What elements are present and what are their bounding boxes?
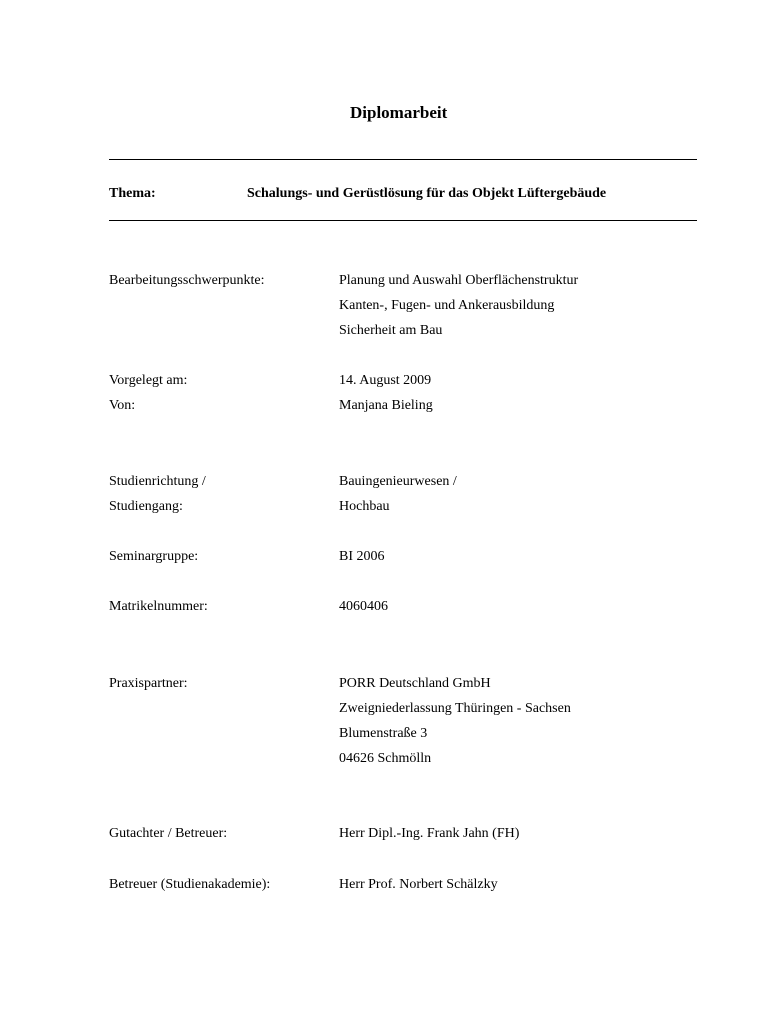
- praxispartner-line-4: 04626 Schmölln: [339, 751, 432, 766]
- bearbeitungsschwerpunkte-label: Bearbeitungsschwerpunkte:: [109, 273, 265, 288]
- gutachter-label: Gutachter / Betreuer:: [109, 826, 228, 841]
- studienrichtung-value: Bauingenieurwesen /: [339, 474, 457, 489]
- seminargruppe-value: BI 2006: [339, 549, 385, 564]
- vorgelegt-am-label: Vorgelegt am:: [109, 373, 188, 388]
- vorgelegt-am-value: 14. August 2009: [339, 373, 432, 388]
- bearbeitungsschwerpunkte-line-1: Planung und Auswahl Oberflächenstruktur: [339, 273, 579, 288]
- gutachter-value: Herr Dipl.-Ing. Frank Jahn (FH): [339, 826, 520, 841]
- matrikelnummer-value: 4060406: [339, 599, 388, 614]
- studienrichtung-label: Studienrichtung /: [109, 474, 206, 489]
- von-label: Von:: [109, 398, 136, 413]
- praxispartner-line-1: PORR Deutschland GmbH: [339, 676, 491, 691]
- thema-value: Schalungs- und Gerüstlösung für das Objekt Lüftergebäude: [247, 186, 607, 201]
- document-title: Diplomarbeit: [350, 103, 448, 122]
- bearbeitungsschwerpunkte-line-2: Kanten-, Fugen- und Ankerausbildung: [339, 298, 555, 313]
- seminargruppe-label: Seminargruppe:: [109, 549, 199, 564]
- top-rule: [109, 159, 697, 160]
- bottom-rule: [109, 220, 697, 221]
- betreuer-studienakademie-label: Betreuer (Studienakademie):: [109, 877, 271, 892]
- bearbeitungsschwerpunkte-line-3: Sicherheit am Bau: [339, 323, 443, 338]
- studiengang-value: Hochbau: [339, 499, 390, 514]
- von-value: Manjana Bieling: [339, 398, 433, 413]
- praxispartner-label: Praxispartner:: [109, 676, 188, 691]
- betreuer-studienakademie-value: Herr Prof. Norbert Schälzky: [339, 877, 498, 892]
- praxispartner-line-3: Blumenstraße 3: [339, 726, 428, 741]
- thema-label: Thema:: [109, 186, 156, 201]
- studiengang-label: Studiengang:: [109, 499, 183, 514]
- matrikelnummer-label: Matrikelnummer:: [109, 599, 208, 614]
- praxispartner-line-2: Zweigniederlassung Thüringen - Sachsen: [339, 701, 571, 716]
